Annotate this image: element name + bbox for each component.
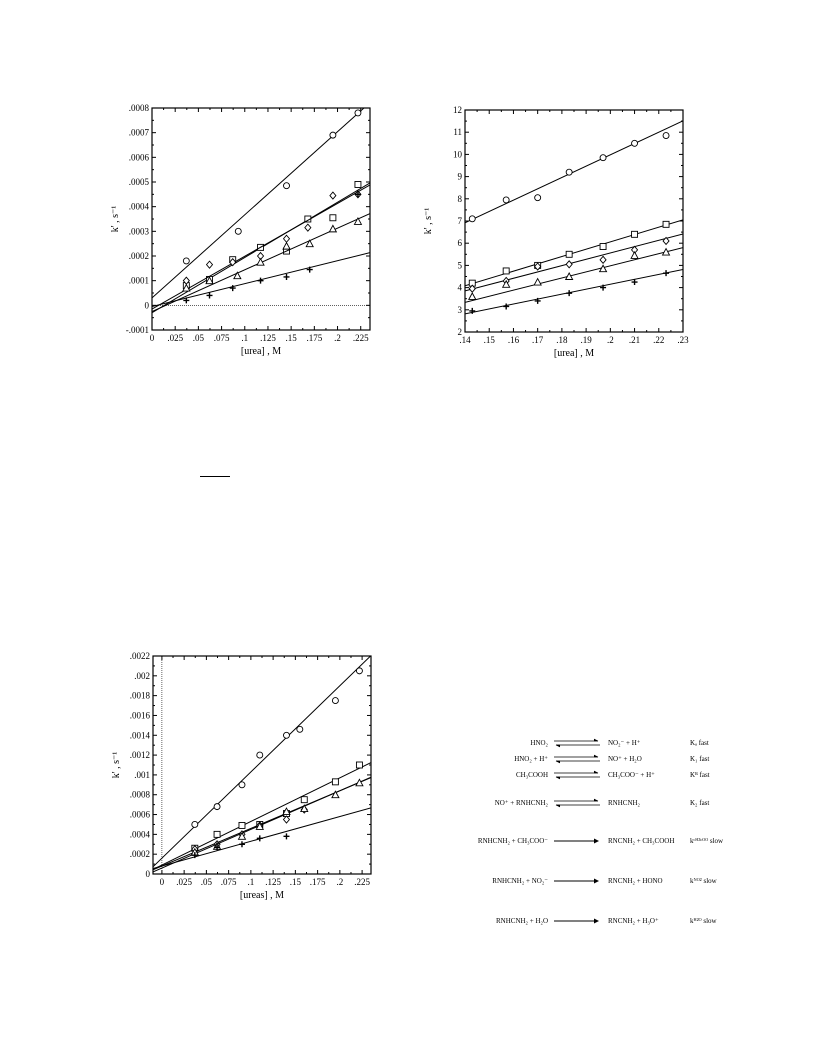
x-tick-label: .2 bbox=[606, 335, 614, 345]
rate-constant-label: K₂ fast bbox=[690, 799, 710, 807]
y-tick-label: -.0001 bbox=[125, 325, 149, 335]
y-tick-label: .0002 bbox=[129, 849, 150, 860]
chart-ureas bbox=[105, 648, 395, 918]
data-point-plus bbox=[663, 270, 669, 276]
data-point-square bbox=[632, 231, 638, 237]
y-tick-label: .0001 bbox=[128, 275, 149, 286]
y-tick-label: .0005 bbox=[128, 177, 149, 187]
y-tick-label: 3 bbox=[457, 304, 462, 315]
x-tick-label: .14 bbox=[459, 335, 471, 345]
data-point-plus bbox=[355, 191, 361, 197]
reaction-left: RNHCNH₂ + NO₂⁻ bbox=[492, 877, 548, 885]
reaction-right: RNCNH₂ + CH₃COOH bbox=[608, 837, 675, 845]
fit-line-circle bbox=[152, 103, 370, 298]
x-tick-label: .075 bbox=[220, 877, 237, 887]
reaction-right: RNHCNH₂ bbox=[608, 799, 640, 807]
x-tick-label: .15 bbox=[289, 877, 301, 887]
x-tick-label: .175 bbox=[306, 333, 323, 343]
data-point-triangle bbox=[234, 272, 241, 279]
reaction-arrow-icon bbox=[552, 916, 602, 926]
rate-constant-label: kᶜᴴ³ᶜᴼᴼ slow bbox=[690, 837, 724, 845]
equilibrium-arrow-icon bbox=[552, 754, 602, 764]
data-point-plus bbox=[284, 274, 290, 280]
y-tick-label: 6 bbox=[457, 238, 462, 249]
y-tick-label: 0 bbox=[145, 869, 150, 879]
reaction-left: RNHCNH₂ + CH₃COO⁻ bbox=[477, 837, 548, 845]
x-tick-label: .05 bbox=[200, 877, 213, 887]
data-point-circle bbox=[566, 169, 572, 175]
x-tick-label: .225 bbox=[352, 333, 369, 343]
data-point-diamond bbox=[600, 256, 606, 263]
data-point-circle bbox=[183, 258, 189, 264]
data-point-triangle bbox=[663, 249, 670, 256]
reaction-left: HNO₂ + H⁺ bbox=[514, 755, 548, 763]
data-point-plus bbox=[283, 833, 289, 839]
data-point-circle bbox=[192, 821, 198, 827]
data-point-diamond bbox=[305, 224, 311, 231]
y-tick-label: 4 bbox=[457, 282, 462, 293]
data-point-plus bbox=[257, 835, 263, 841]
data-point-square bbox=[356, 762, 362, 768]
data-point-circle bbox=[469, 216, 475, 222]
rate-constant-label: Kᴮ fast bbox=[690, 771, 710, 779]
data-point-diamond bbox=[566, 261, 572, 268]
data-point-square bbox=[503, 268, 509, 274]
data-point-square bbox=[566, 251, 572, 257]
y-tick-label: 9 bbox=[457, 171, 462, 182]
x-tick-label: .025 bbox=[167, 333, 184, 343]
data-point-triangle bbox=[306, 240, 313, 247]
y-axis-label: k' , s⁻¹ bbox=[111, 751, 122, 779]
rate-constant-label: Kₐ fast bbox=[690, 739, 709, 747]
equilibrium-arrow-icon bbox=[552, 798, 602, 808]
data-point-square bbox=[663, 221, 669, 227]
x-tick-label: .05 bbox=[192, 333, 205, 343]
fit-line-triangle bbox=[465, 248, 683, 303]
data-point-circle bbox=[297, 726, 303, 732]
data-point-circle bbox=[503, 197, 509, 203]
reaction-right: NO₂⁻ + H⁺ bbox=[608, 739, 641, 747]
y-tick-label: .0014 bbox=[129, 730, 150, 741]
x-tick-label: .1 bbox=[241, 333, 249, 343]
chart-urea-low bbox=[110, 100, 390, 370]
reaction-scheme bbox=[440, 735, 740, 935]
rate-constant-label: kᴺᴼ² slow bbox=[690, 877, 717, 885]
data-point-circle bbox=[632, 140, 638, 146]
y-tick-label: .0008 bbox=[129, 789, 150, 800]
fit-line-triangle bbox=[153, 777, 371, 872]
data-point-circle bbox=[356, 668, 362, 674]
y-tick-label: .001 bbox=[134, 769, 150, 780]
data-point-circle bbox=[330, 132, 336, 138]
data-point-diamond bbox=[330, 192, 336, 199]
data-point-circle bbox=[535, 195, 541, 201]
data-point-square bbox=[301, 797, 307, 803]
data-point-square bbox=[214, 831, 220, 837]
data-point-circle bbox=[239, 782, 245, 788]
x-tick-label: .075 bbox=[213, 333, 230, 343]
data-point-diamond bbox=[284, 235, 290, 242]
data-point-circle bbox=[600, 155, 606, 161]
data-point-square bbox=[239, 822, 245, 828]
data-point-triangle bbox=[469, 293, 476, 300]
data-point-triangle bbox=[566, 273, 573, 280]
x-tick-label: .22 bbox=[653, 335, 665, 345]
x-tick-label: .125 bbox=[260, 333, 276, 343]
x-tick-label: .23 bbox=[677, 335, 689, 345]
data-point-plus bbox=[239, 841, 245, 847]
data-point-plus bbox=[566, 290, 572, 296]
chart-urea-high bbox=[425, 100, 705, 370]
data-point-square bbox=[332, 779, 338, 785]
y-tick-label: .0003 bbox=[128, 226, 149, 237]
y-tick-label: .0004 bbox=[128, 201, 149, 212]
fit-line-circle bbox=[465, 121, 683, 223]
equilibrium-arrow-icon bbox=[552, 770, 602, 780]
y-tick-label: .0006 bbox=[129, 809, 150, 820]
y-axis-label: k' , s⁻¹ bbox=[110, 205, 121, 233]
reaction-right: RNCNH₂ + H₃O⁺ bbox=[608, 917, 659, 925]
fit-line-circle bbox=[153, 656, 371, 867]
y-tick-label: 8 bbox=[457, 193, 462, 204]
x-tick-label: 0 bbox=[159, 877, 165, 887]
plot-frame bbox=[153, 656, 371, 874]
reaction-arrow-icon bbox=[552, 836, 602, 846]
x-tick-label: .2 bbox=[334, 333, 341, 343]
reaction-right: CH₃COO⁻ + H⁺ bbox=[608, 771, 655, 779]
x-axis-label: [ureas] , M bbox=[239, 890, 285, 901]
data-point-circle bbox=[284, 183, 290, 189]
data-point-triangle bbox=[631, 252, 638, 259]
y-tick-label: .0016 bbox=[129, 710, 150, 721]
x-tick-label: .15 bbox=[285, 333, 297, 343]
y-tick-label: .0007 bbox=[128, 127, 149, 138]
y-tick-label: .0012 bbox=[129, 750, 150, 761]
fit-line-diamond bbox=[465, 234, 683, 291]
x-tick-label: .175 bbox=[309, 877, 326, 887]
x-tick-label: .2 bbox=[336, 877, 344, 887]
x-tick-label: .21 bbox=[628, 335, 641, 345]
x-tick-label: .125 bbox=[265, 877, 281, 887]
y-tick-label: .0022 bbox=[129, 651, 150, 661]
data-point-square bbox=[330, 215, 336, 221]
y-tick-label: 0 bbox=[144, 300, 149, 311]
x-tick-label: .18 bbox=[556, 335, 568, 345]
reaction-left: HNO₂ bbox=[530, 739, 548, 747]
y-tick-label: 7 bbox=[457, 216, 462, 226]
data-point-diamond bbox=[283, 816, 289, 823]
data-point-triangle bbox=[354, 218, 361, 225]
plot-frame bbox=[465, 110, 683, 332]
x-tick-label: .025 bbox=[176, 877, 193, 887]
y-tick-label: 2 bbox=[457, 327, 462, 337]
reaction-arrow-icon bbox=[552, 876, 602, 886]
y-tick-label: .0004 bbox=[129, 829, 150, 840]
x-tick-label: .17 bbox=[532, 335, 544, 345]
y-tick-label: 11 bbox=[453, 127, 462, 138]
data-point-plus bbox=[258, 278, 264, 284]
rate-constant-label: kᴴ²ᴼ slow bbox=[690, 917, 717, 925]
x-tick-label: 0 bbox=[149, 333, 155, 343]
data-point-diamond bbox=[207, 261, 213, 268]
data-point-triangle bbox=[356, 779, 363, 786]
y-tick-label: .0002 bbox=[128, 251, 149, 261]
reaction-right: NO⁺ + H₂O bbox=[608, 755, 642, 763]
y-tick-label: 5 bbox=[457, 260, 462, 271]
y-tick-label: 12 bbox=[453, 105, 462, 115]
data-point-triangle bbox=[332, 791, 339, 798]
reaction-left: RNHCNH₂ + H₂O bbox=[496, 917, 548, 925]
y-tick-label: .0018 bbox=[129, 690, 150, 701]
data-point-circle bbox=[235, 228, 241, 234]
rate-constant-label: K₁ fast bbox=[690, 755, 710, 763]
reaction-right: RNCNH₂ + HONO bbox=[608, 877, 663, 885]
reaction-left: NO⁺ + RNHCNH₂ bbox=[494, 799, 548, 807]
x-axis-label: [urea] , M bbox=[553, 348, 595, 359]
data-point-circle bbox=[214, 804, 220, 810]
reaction-left: CH₃COOH bbox=[516, 771, 548, 779]
data-point-circle bbox=[663, 133, 669, 139]
data-point-triangle bbox=[534, 279, 541, 286]
y-axis-label: k' , s⁻¹ bbox=[423, 207, 434, 235]
data-point-circle bbox=[283, 732, 289, 738]
data-point-plus bbox=[503, 303, 509, 309]
data-point-triangle bbox=[283, 243, 290, 250]
x-tick-label: .15 bbox=[483, 335, 495, 345]
y-tick-label: .0006 bbox=[128, 152, 149, 163]
y-tick-label: .002 bbox=[134, 670, 150, 681]
x-axis-label: [urea] , M bbox=[240, 346, 282, 357]
x-tick-label: .225 bbox=[354, 877, 370, 887]
y-tick-label: .0008 bbox=[128, 103, 149, 113]
x-tick-label: .16 bbox=[507, 335, 520, 345]
equilibrium-arrow-icon bbox=[552, 738, 602, 748]
x-tick-label: .1 bbox=[247, 877, 255, 887]
x-tick-label: .19 bbox=[580, 335, 592, 345]
data-point-circle bbox=[332, 698, 338, 704]
data-point-square bbox=[355, 181, 361, 187]
data-point-circle bbox=[257, 752, 263, 758]
rule-line bbox=[200, 476, 230, 477]
data-point-circle bbox=[355, 110, 361, 116]
y-tick-label: 10 bbox=[453, 149, 462, 160]
data-point-square bbox=[600, 244, 606, 250]
